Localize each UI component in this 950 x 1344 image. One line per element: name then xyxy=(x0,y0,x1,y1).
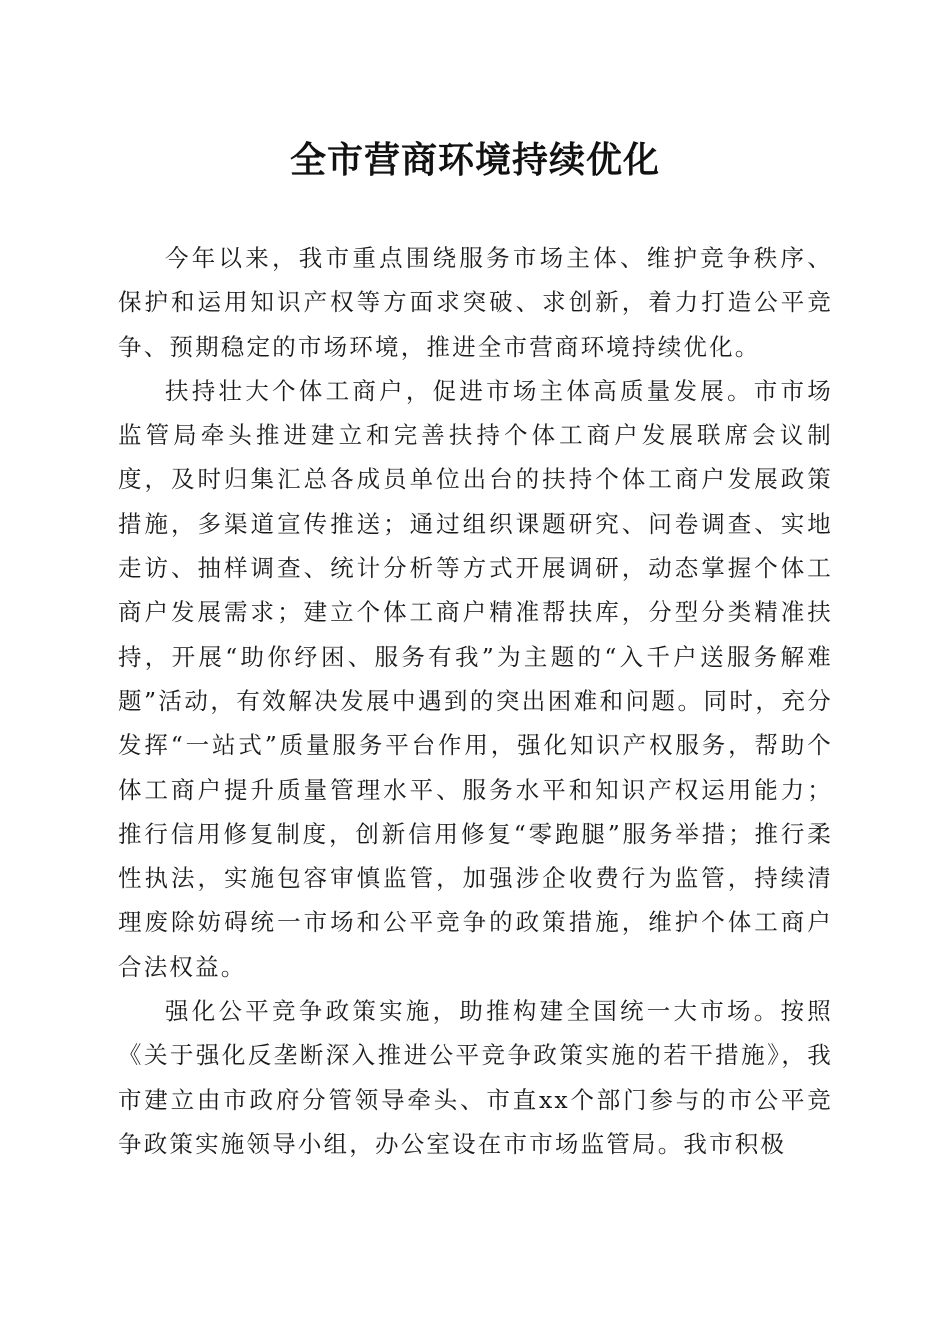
document-title: 全市营商环境持续优化 xyxy=(289,139,660,181)
paragraph-intro: 今年以来，我市重点围绕服务市场主体、维护竞争秩序、保护和运用知识产权等方面求突破、求创新，着力打造公平竞争、预期稳定的市场环境，推进全市营商环境持续优化。 xyxy=(118,244,833,361)
document-body xyxy=(118,236,833,1166)
paragraph-fair-competition: 强化公平竞争政策实施，助推构建全国统一大市场。按照《关于强化反垄断深入推进公平竞争政策实施的若干措施》，我市建立由市政府分管领导牵头、市直xx个部门参与的市公平竞争政策实施领导小组，办公室设在市市场监管局。我市积极 xyxy=(118,997,833,1158)
paragraph-individual-business: 扶持壮大个体工商户，促进市场主体高质量发展。市市场监管局牵头推进建立和完善扶持个体工商户发展联席会议制度，及时归集汇总各成员单位出台的扶持个体工商户发展政策措施，多渠道宣传推送；通过组织课题研究、问卷调查、实地走访、抽样调查、统计分析等方式开展调研，动态掌握个体工商户发展需求；建立个体工商户精准帮扶库，分型分类精准扶持，开展“助你纾困、服务有我”为主题的“入千户送服务解难题”活动，有效解决发展中遇到的突出困难和问题。同时，充分发挥“一站式”质量服务平台作用，强化知识产权服务，帮助个体工商户提升质量管理水平、服务水平和知识产权运用能力；推行信用修复制度，创新信用修复“零跑腿”服务举措；推行柔性执法，实施包容审慎监管，加强涉企收费行为监管，持续清理废除妨碍统一市场和公平竞争的政策措施，维护个体工商户合法权益。 xyxy=(118,376,833,981)
